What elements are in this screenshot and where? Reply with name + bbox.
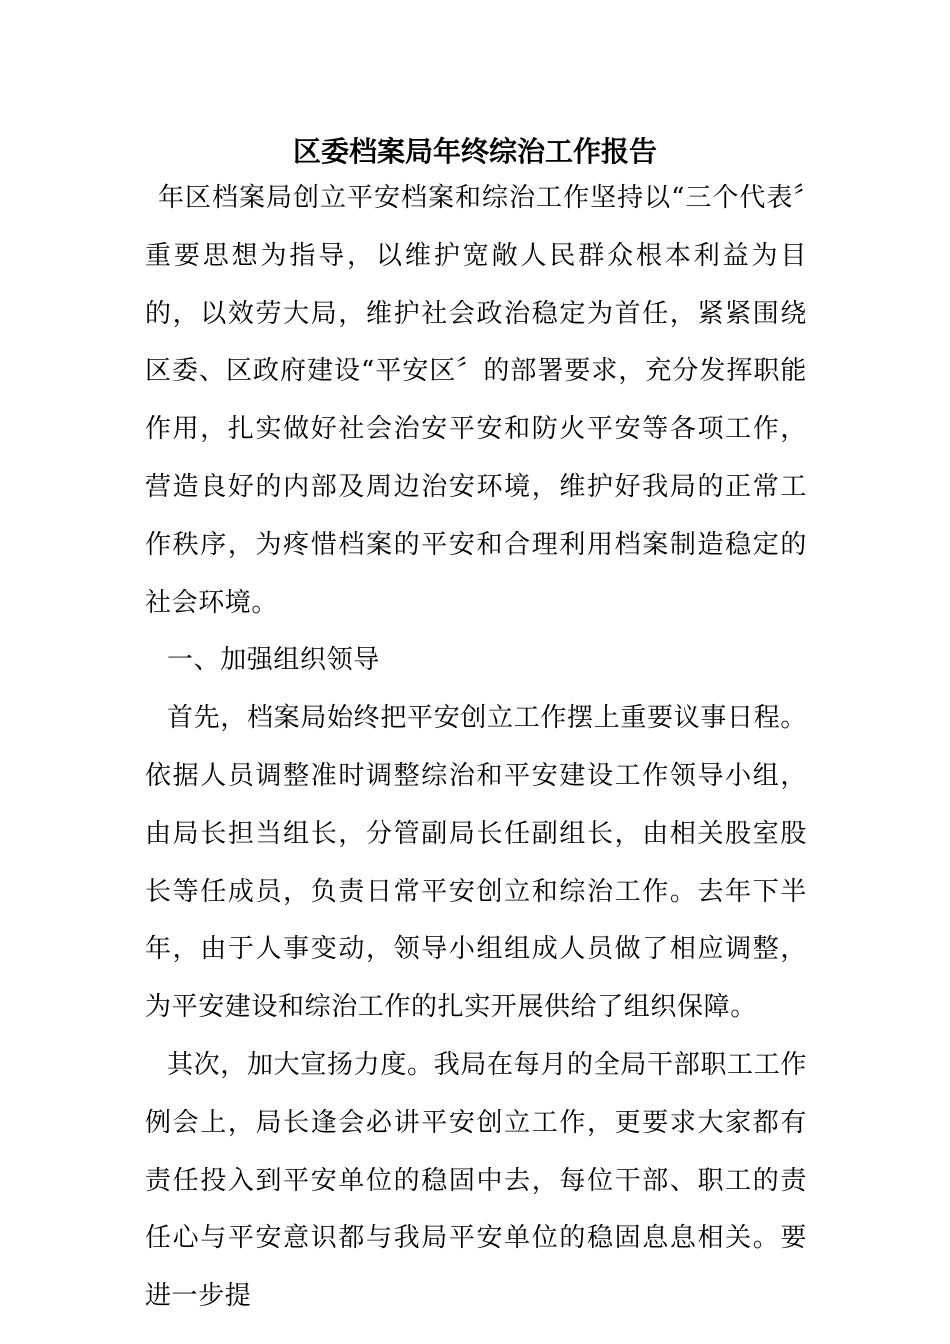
paragraph-intro: 年区档案局创立平安档案和综治工作坚持以“三个代表〞重要思想为指导，以维护宽敞人民群众根本利益为目的，以效劳大局，维护社会政治稳定为首任，紧紧围绕区委、区政府建设“平安区〞的部署要求，充分发挥职能作用，扎实做好社会治安平安和防火平安等各项工作，营造良好的内部及周边治安环境，维护好我局的正常工作秩序，为疼惜档案的平安和合理利用档案制造稳定的社会环境。 bbox=[145, 183, 807, 618]
paragraph-first: 首先，档案局始终把平安创立工作摆上重要议事日程。依据人员调整准时调整综治和平安建设工作领导小组，由局长担当组长，分管副局长任副组长，由相关股室股长等任成员，负责日常平安创立和综治工作。去年下半年，由于人事变动，领导小组组成人员做了相应调整，为平安建设和综治工作的扎实开展供给了组织保障。 bbox=[145, 703, 807, 1023]
paragraph-second: 其次，加大宣扬力度。我局在每月的全局干部职工工作例会上，局长逢会必讲平安创立工作，更要求大家都有责任投入到平安单位的稳固中去，每位干部、职工的责任心与平安意识都与我局平安单位的稳固息息相关。要进一步提 bbox=[145, 1049, 807, 1312]
document-body bbox=[145, 170, 807, 1326]
document-title: 区委档案局年终综治工作报告 bbox=[292, 135, 657, 168]
section-heading: 一、加强组织领导 bbox=[167, 645, 380, 676]
